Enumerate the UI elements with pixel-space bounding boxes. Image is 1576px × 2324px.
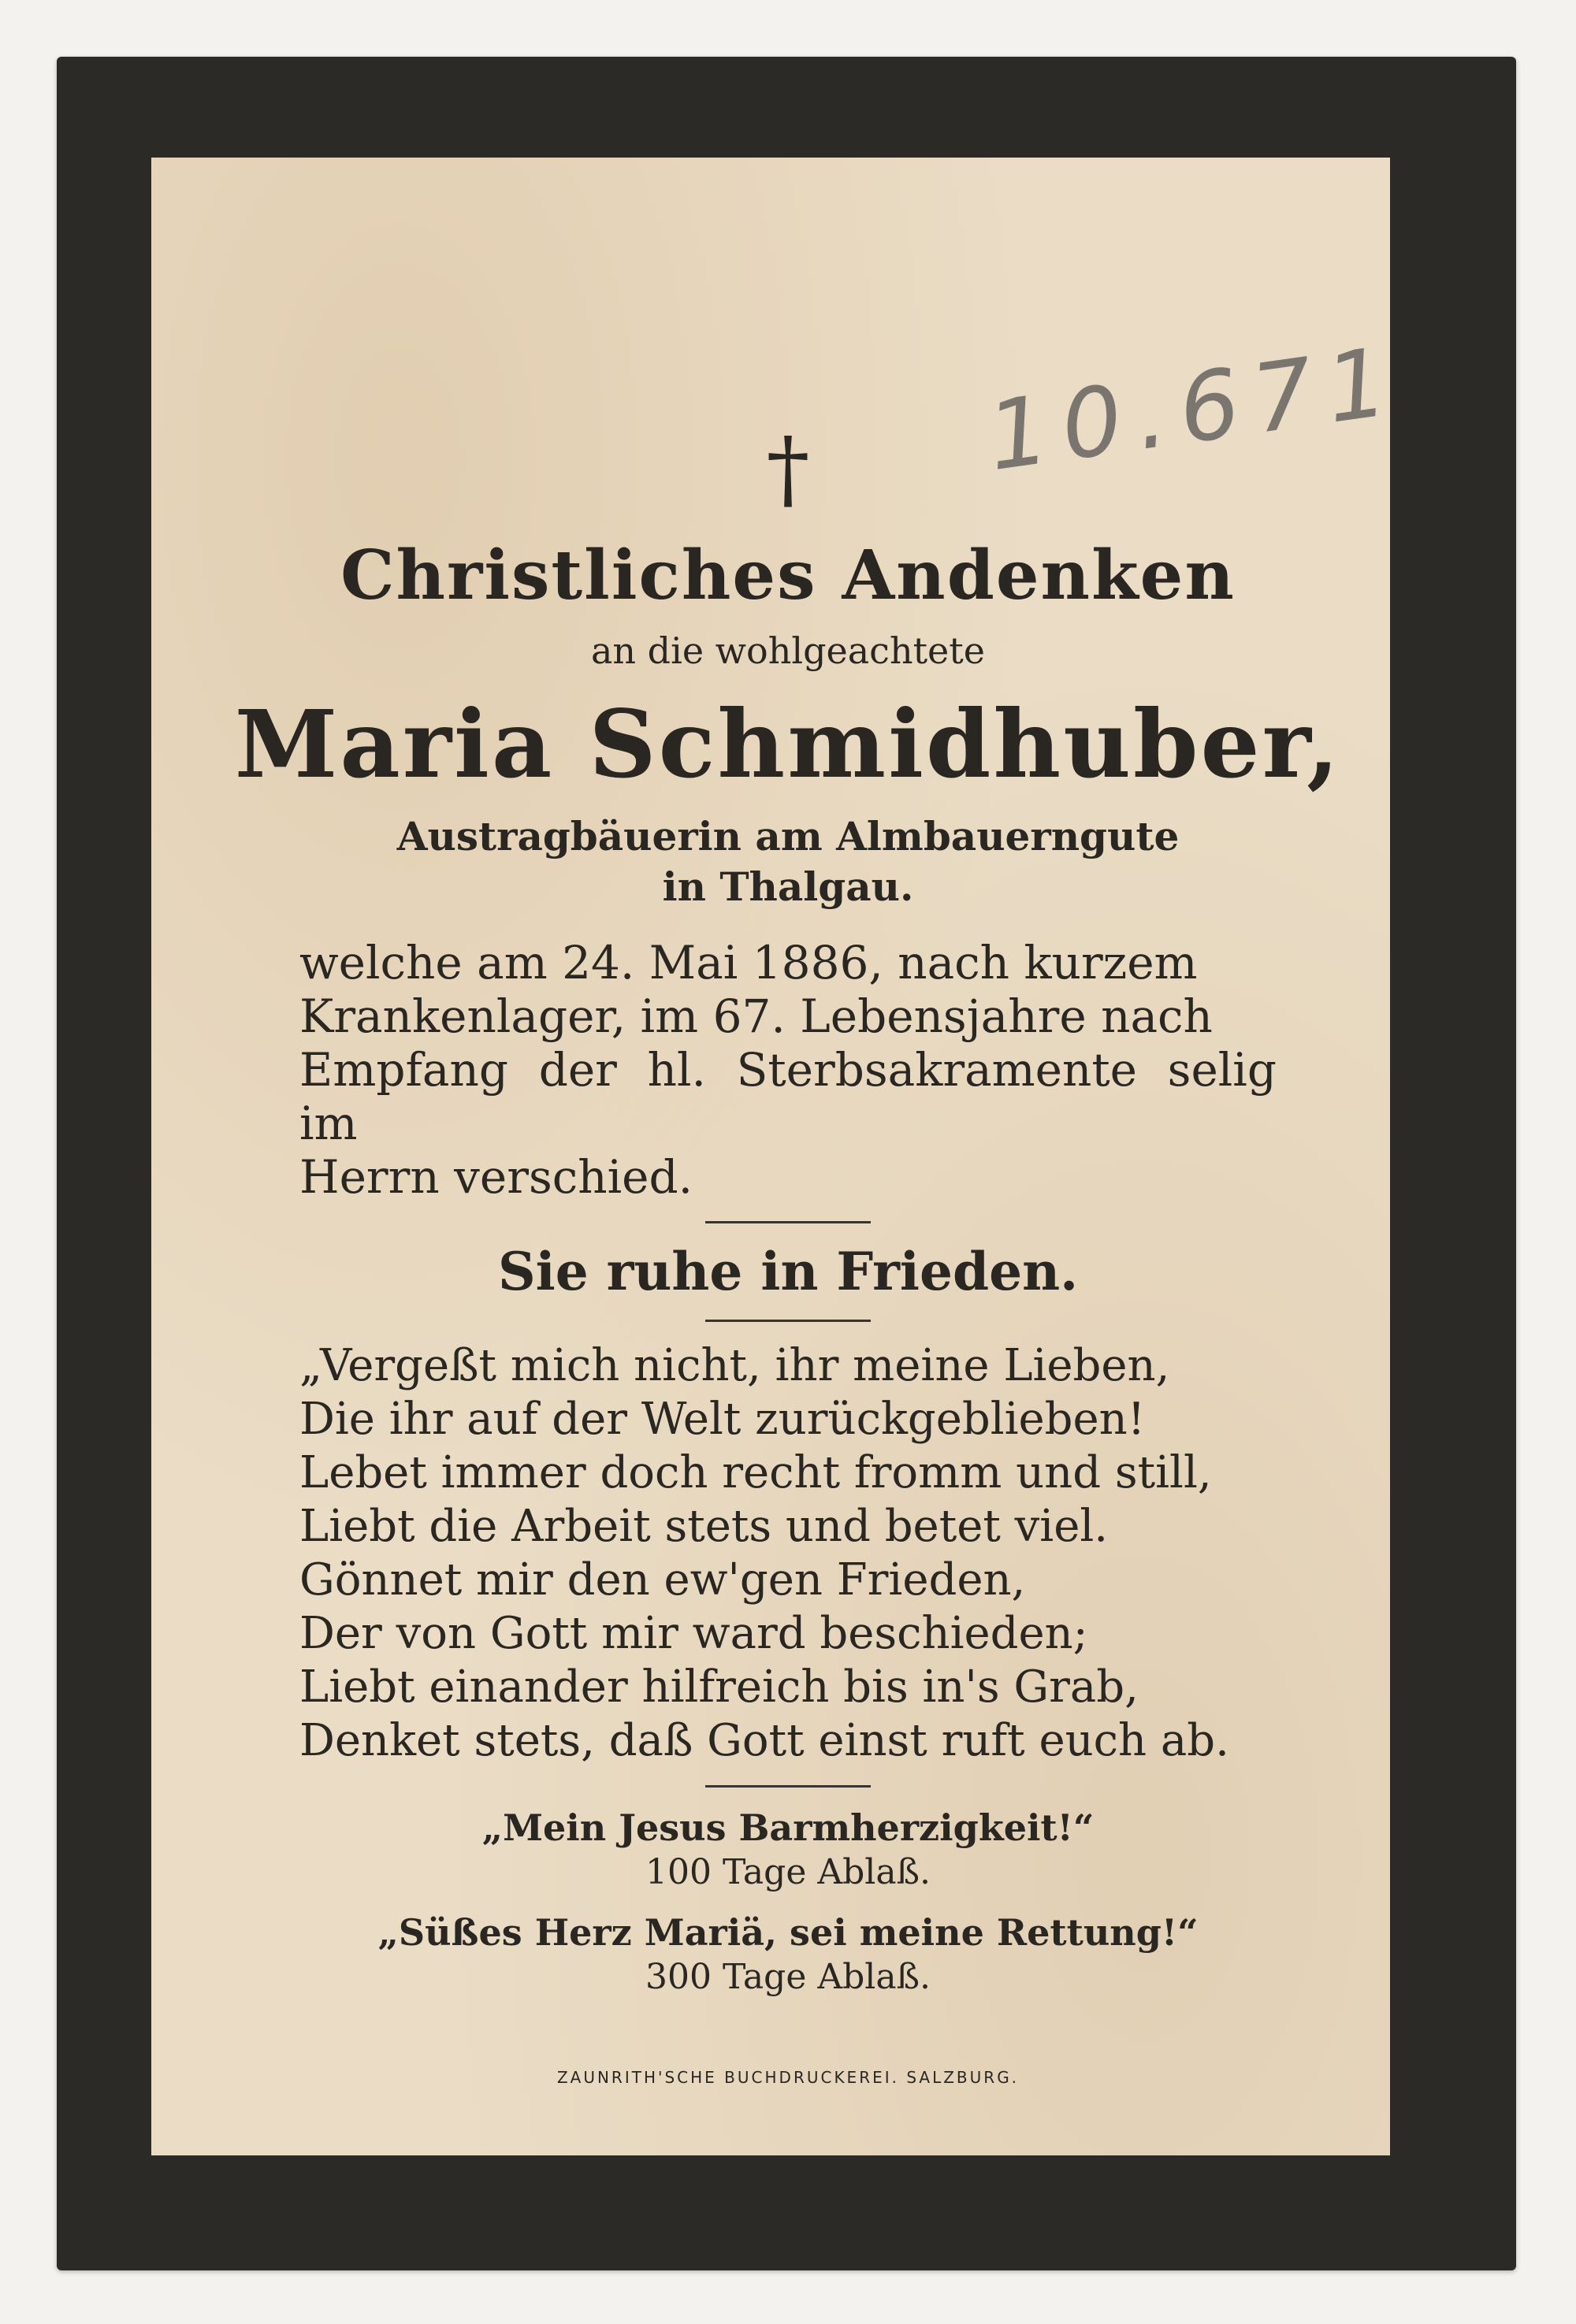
poem-line: Gönnet mir den ew'gen Frieden, <box>299 1554 1026 1606</box>
role-line-2: in Thalgau. <box>662 863 914 910</box>
poem-line: Lebet immer doch recht fromm und still, <box>299 1447 1212 1498</box>
poem-line: Liebt einander hilfreich bis in's Grab, <box>299 1661 1139 1713</box>
card-title: Christliches Andenken <box>340 536 1236 615</box>
card-subtitle: an die wohlgeachtete <box>591 629 985 672</box>
card-content <box>0 418 1576 2087</box>
poem-line: „Vergeßt mich nicht, ihr meine Lieben, <box>299 1340 1170 1391</box>
deceased-name: Maria Schmidhuber, <box>234 689 1342 799</box>
rest-in-peace: Sie ruhe in Frieden. <box>497 1241 1079 1302</box>
deceased-role <box>0 811 1576 912</box>
prayer-2: „Süßes Herz Mariä, sei meine Rettung!“ <box>377 1911 1199 1954</box>
prayer-1: „Mein Jesus Barmherzigkeit!“ <box>481 1806 1095 1849</box>
indulgence-2: 300 Tage Ablaß. <box>645 1957 931 1997</box>
poem-line: Der von Gott mir ward beschieden; <box>299 1608 1088 1659</box>
cross-icon: † <box>766 418 810 519</box>
role-line-1: Austragbäuerin am Almbauerngute <box>396 813 1180 859</box>
printer-imprint: ZAUNRITH'SCHE BUCHDRUCKEREI. SALZBURG. <box>556 2068 1020 2087</box>
notice-line: Krankenlager, im 67. Lebensjahre nach <box>299 989 1213 1043</box>
indulgence-1: 100 Tage Ablaß. <box>645 1852 931 1892</box>
notice-line: Empfang der hl. Sterbsakramente selig im <box>299 1043 1277 1150</box>
divider <box>705 1320 871 1322</box>
poem-line: Denket stets, daß Gott einst ruft euch ab. <box>299 1715 1229 1766</box>
divider <box>705 1785 871 1788</box>
poem-line: Die ihr auf der Welt zurückgeblieben! <box>299 1394 1146 1445</box>
poem-line: Liebt die Arbeit stets und betet viel. <box>299 1501 1109 1552</box>
divider <box>705 1221 871 1223</box>
notice-line: welche am 24. Mai 1886, nach kurzem <box>299 936 1198 989</box>
poem <box>299 1339 1277 1768</box>
handwritten-number: 10.671 <box>980 325 1408 493</box>
death-notice <box>299 936 1277 1204</box>
notice-line: Herrn verschied. <box>299 1150 693 1204</box>
